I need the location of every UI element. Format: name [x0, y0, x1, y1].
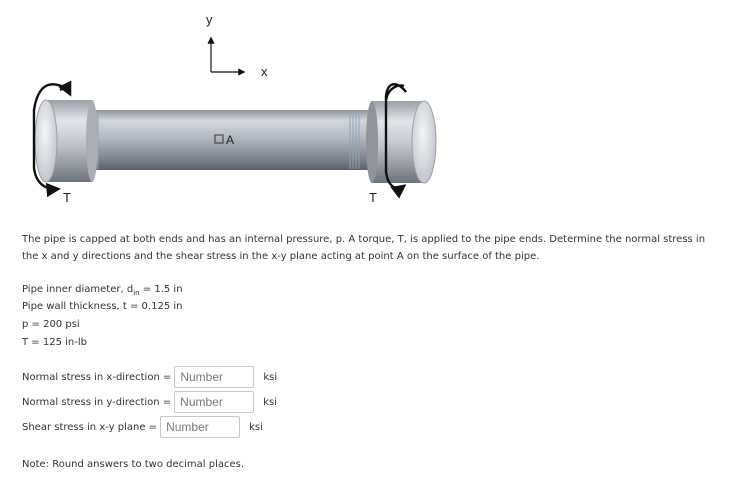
inner-diameter-label: Pipe inner diameter, d [22, 284, 134, 295]
normal-x-unit: ksi [263, 371, 278, 383]
inner-diameter-subscript: in [133, 289, 140, 297]
normal-y-label: Normal stress in y-direction = [22, 396, 172, 408]
normal-y-input[interactable] [174, 391, 254, 413]
answer-row-normal-x [22, 365, 277, 389]
axis-y-label: y [206, 12, 213, 27]
given-wall-thickness: Pipe wall thickness, t = 0.125 in [22, 301, 183, 312]
coordinate-axes [206, 12, 268, 79]
problem-statement: The pipe is capped at both ends and has an internal pressure, p. A torque, T, is applied to the pipe ends. Determine the normal stress in the x and y directions and the shear stress in the x-y plane acting at point A on the surface of the pipe. [22, 234, 706, 262]
torque-left-label: T [63, 190, 71, 205]
point-a-label: A [226, 133, 235, 147]
pipe-diagram [0, 0, 743, 225]
shear-label: Shear stress in x-y plane = [22, 421, 158, 433]
normal-y-unit: ksi [263, 396, 277, 408]
given-pressure: p = 200 psi [22, 319, 80, 330]
given-inner-diameter [22, 283, 183, 300]
shear-input[interactable] [160, 416, 240, 438]
inner-diameter-value: = 1.5 in [139, 284, 183, 295]
shear-unit: ksi [249, 421, 263, 433]
given-torque: T = 125 in-lb [22, 337, 87, 348]
answer-row-normal-y [22, 390, 277, 414]
normal-x-label: Normal stress in x-direction = [22, 371, 172, 383]
normal-x-input[interactable] [174, 366, 254, 388]
right-end-cap [366, 101, 436, 183]
torque-right-label: T [369, 190, 377, 205]
axis-x-label: x [261, 64, 268, 79]
answer-row-shear [22, 415, 263, 439]
left-end-cap [35, 100, 98, 182]
rounding-note: Note: Round answers to two decimal places. [22, 459, 245, 470]
